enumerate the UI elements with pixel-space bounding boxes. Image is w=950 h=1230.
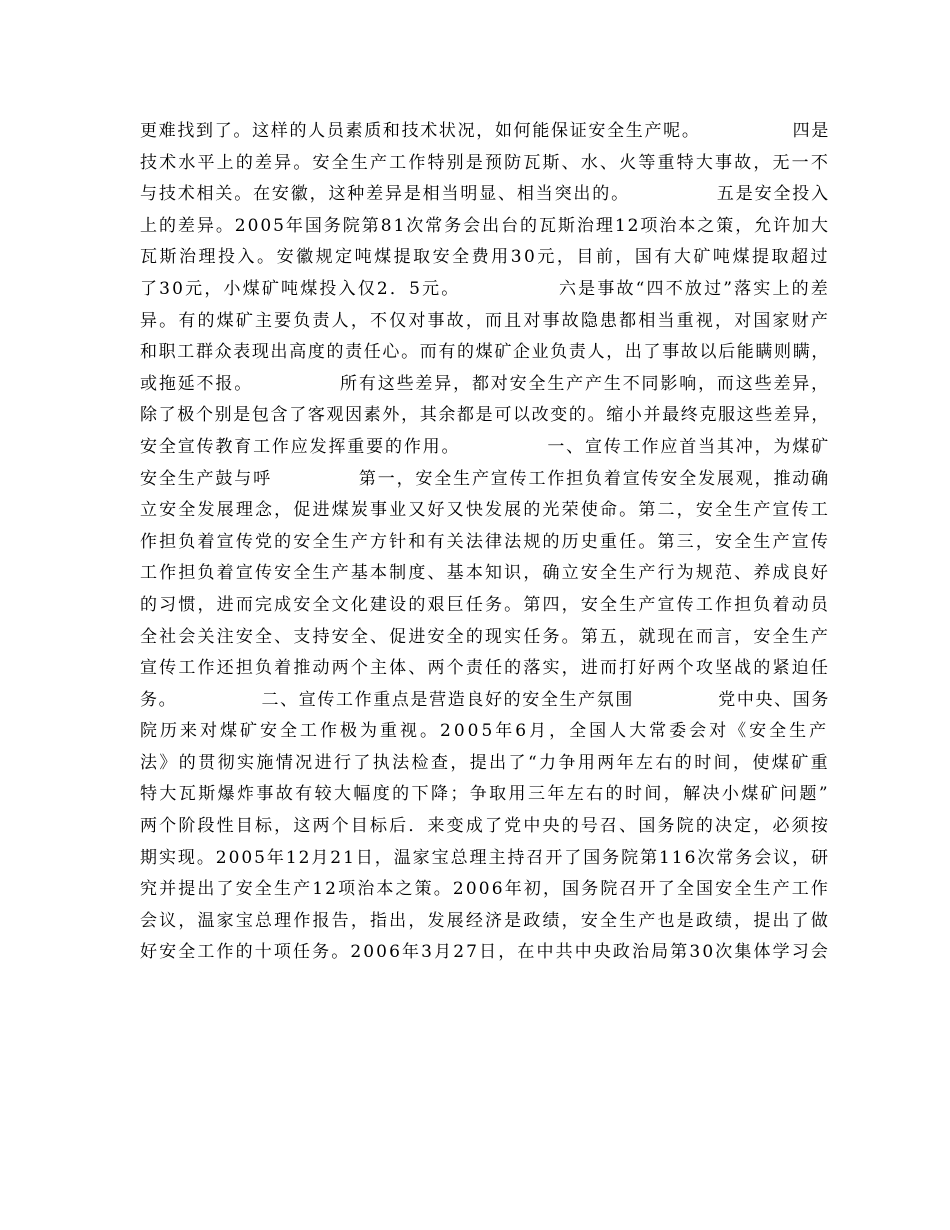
- text-line: 瓦斯治理投入。安徽规定吨煤提取安全费用30元，目前，国有大矿吨煤提取超过: [140, 247, 830, 268]
- text-line: 期实现。2005年12月21日，温家宝总理主持召开了国务院第116次常务会议，研: [140, 847, 830, 868]
- text-line: 工作担负着宣传安全生产基本制度、基本知识，确立安全生产行为规范、养成良好: [140, 563, 830, 584]
- text-line: 会议，温家宝总理作报告，指出，发展经济是政绩，安全生产也是政绩，提出了做: [140, 910, 830, 931]
- text-line: 安全宣传教育工作应发挥重要的作用。 一、宣传工作应首当其冲，为煤矿: [140, 436, 830, 457]
- text-line: 宣传工作还担负着推动两个主体、两个责任的落实，进而打好两个攻坚战的紧迫任: [140, 658, 830, 679]
- text-line: 院历来对煤矿安全工作极为重视。2005年6月，全国人大常委会对《安全生产: [140, 721, 830, 742]
- text-line: 更难找到了。这样的人员素质和技术状况，如何能保证安全生产呢。 四是: [140, 121, 830, 141]
- text-line: 法》的贯彻实施情况进行了执法检查，提出了“力争用两年左右的时间，使煤矿重: [140, 752, 830, 773]
- text-line: 特大瓦斯爆炸事故有较大幅度的下降；争取用三年左右的时间，解决小煤矿问题”: [140, 784, 830, 805]
- text-line: 与技术相关。在安徽，这种差异是相当明显、相当突出的。 五是安全投入: [140, 184, 830, 205]
- text-line: 或拖延不报。 所有这些差异，都对安全生产产生不同影响，而这些差异，: [140, 373, 830, 394]
- text-line: 上的差异。2005年国务院第81次常务会出台的瓦斯治理12项治本之策，允许加大: [140, 215, 830, 236]
- text-line: 的习惯，进而完成安全文化建设的艰巨任务。第四，安全生产宣传工作担负着动员: [140, 594, 830, 615]
- text-line: 作担负着宣传党的安全生产方针和有关法律法规的历史重任。第三，安全生产宣传: [140, 531, 830, 552]
- text-line: 除了极个别是包含了客观因素外，其余都是可以改变的。缩小并最终克服这些差异，: [140, 405, 830, 426]
- body-text: [140, 116, 830, 969]
- text-line: 安全生产鼓与呼 第一，安全生产宣传工作担负着宣传安全发展观，推动确: [140, 468, 830, 489]
- text-line: 好安全工作的十项任务。2006年3月27日，在中共中央政治局第30次集体学习会: [140, 942, 830, 963]
- text-line: 究并提出了安全生产12项治本之策。2006年初，国务院召开了全国安全生产工作: [140, 879, 830, 900]
- text-line: 技术水平上的差异。安全生产工作特别是预防瓦斯、水、火等重特大事故，无一不: [140, 152, 830, 173]
- text-line: 两个阶段性目标，这两个目标后．来变成了党中央的号召、国务院的决定，必须按: [140, 816, 830, 837]
- text-line: 和职工群众表现出高度的责任心。而有的煤矿企业负责人，出了事故以后能瞒则瞒，: [140, 342, 830, 363]
- text-line: 立安全发展理念，促进煤炭事业又好又快发展的光荣使命。第二，安全生产宣传工: [140, 500, 830, 521]
- text-line: 了30元，小煤矿吨煤投入仅2．5元。 六是事故“四不放过”落实上的差: [140, 278, 830, 299]
- text-line: 全社会关注安全、支持安全、促进安全的现实任务。第五，就现在而言，安全生产: [140, 626, 830, 647]
- text-line: 异。有的煤矿主要负责人，不仅对事故，而且对事故隐患都相当重视，对国家财产: [140, 310, 830, 331]
- text-line: 务。 二、宣传工作重点是营造良好的安全生产氛围 党中央、国务: [140, 689, 830, 710]
